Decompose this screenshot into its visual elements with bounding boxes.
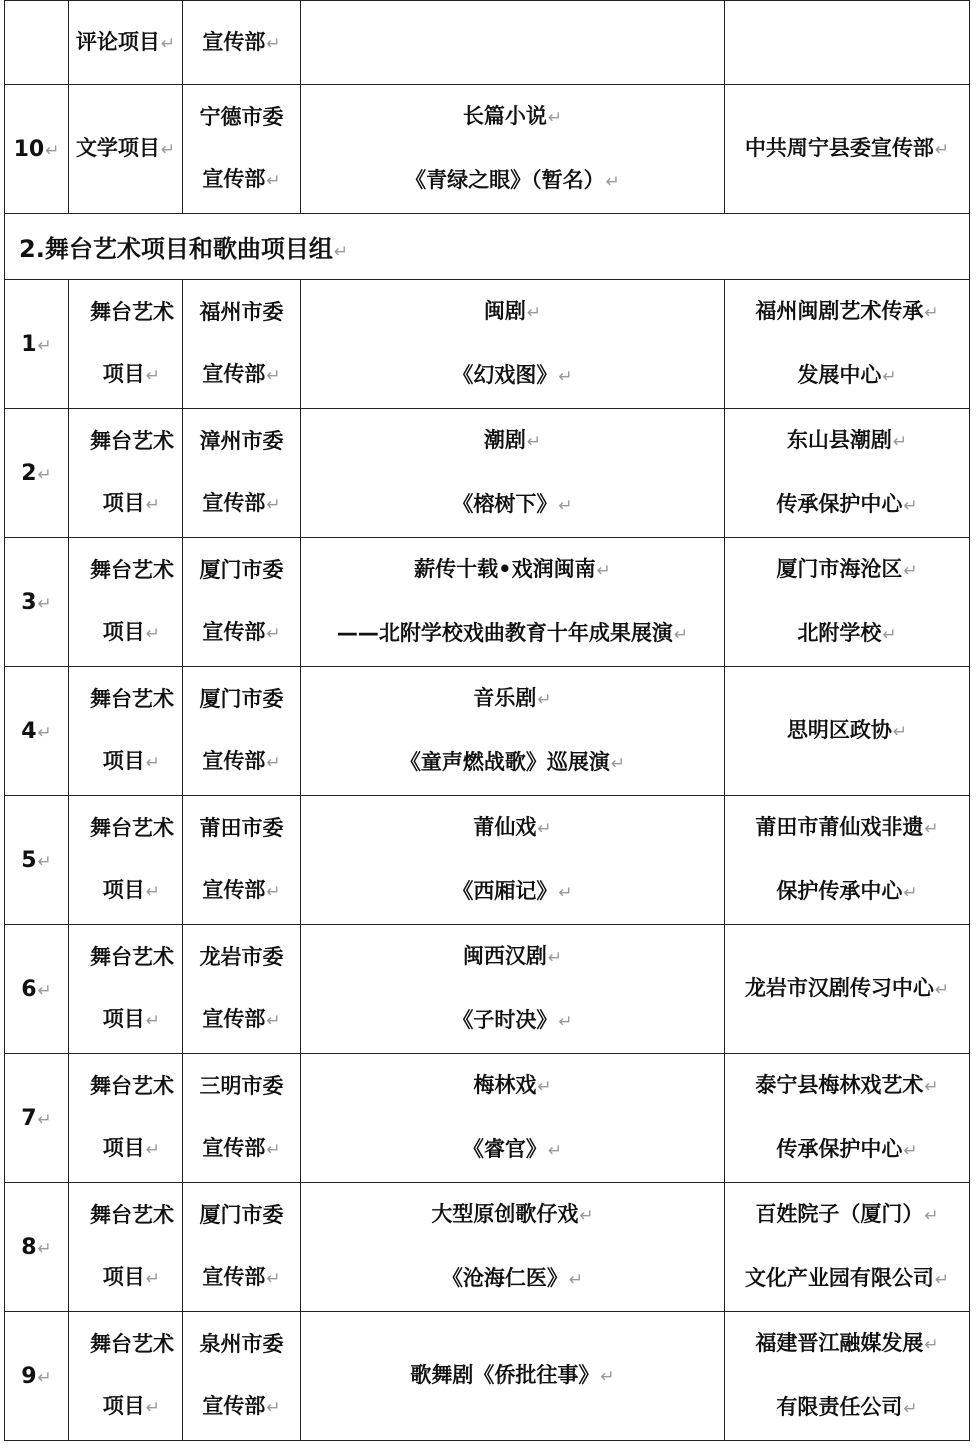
cell-text: 项目 <box>102 491 145 515</box>
cell-line <box>301 602 724 666</box>
cell-line <box>301 925 724 989</box>
paragraph-mark: ↵ <box>547 948 563 968</box>
cell-num <box>5 925 69 1054</box>
cell-text: 思明区政协 <box>786 718 892 742</box>
paragraph-mark: ↵ <box>547 1141 563 1161</box>
cell-org <box>183 1054 301 1183</box>
cell-num <box>5 1312 69 1441</box>
paragraph-mark: ↵ <box>37 1367 52 1388</box>
cell-line <box>301 409 724 473</box>
cell-line <box>183 1117 300 1181</box>
cell-category <box>69 1312 183 1441</box>
cell-line <box>301 538 724 602</box>
cell-text: 厦门市委 <box>199 1203 284 1227</box>
cell-org <box>183 1312 301 1441</box>
cell-text: 歌舞剧《侨批往事》 <box>410 1363 600 1387</box>
cell-line <box>69 281 182 343</box>
cell-text: ——北附学校戏曲教育十年成果展演 <box>336 621 673 645</box>
cell-num <box>5 1183 69 1312</box>
cell-line <box>183 730 300 794</box>
paragraph-mark: ↵ <box>145 1269 160 1289</box>
cell-text: 漳州市委 <box>199 429 284 453</box>
cell-line <box>69 988 182 1052</box>
cell-text: 项目 <box>102 620 145 644</box>
cell-title <box>301 1054 725 1183</box>
cell-category <box>69 667 183 796</box>
cell-unit <box>725 409 970 538</box>
cell-num <box>5 409 69 538</box>
cell-category <box>69 538 183 667</box>
cell-text: 项目 <box>102 1136 145 1160</box>
cell-line <box>69 343 182 407</box>
cell-text: 福建晋江融媒发展 <box>755 1331 924 1355</box>
cell-unit <box>725 280 970 409</box>
row-number: 8 <box>21 1234 37 1260</box>
cell-unit <box>725 1054 970 1183</box>
paragraph-mark: ↵ <box>266 366 281 386</box>
cell-line <box>69 1055 182 1117</box>
cell-line <box>69 1375 182 1439</box>
project-table <box>4 0 970 1441</box>
paragraph-mark: ↵ <box>558 496 573 516</box>
cell-text: 闽西汉剧 <box>462 944 547 968</box>
paragraph-mark: ↵ <box>37 722 52 743</box>
cell-line <box>69 730 182 794</box>
cell-text: 东山县潮剧 <box>786 428 892 452</box>
cell-line <box>183 410 300 472</box>
row-number: 4 <box>21 718 37 744</box>
cell-line <box>301 1183 724 1247</box>
cell-text: 泉州市委 <box>199 1332 284 1356</box>
cell-category <box>69 409 183 538</box>
cell-text: 《童声燃战歌》巡展演 <box>399 750 610 774</box>
paragraph-mark: ↵ <box>537 819 552 839</box>
paragraph-mark: ↵ <box>924 1206 939 1226</box>
cell-num <box>5 796 69 925</box>
cell-line <box>183 601 300 665</box>
paragraph-mark: ↵ <box>37 335 52 356</box>
cell-line <box>725 409 969 473</box>
paragraph-mark: ↵ <box>892 432 908 452</box>
cell-line <box>301 989 724 1053</box>
cell-org <box>183 280 301 409</box>
paragraph-mark: ↵ <box>558 367 573 387</box>
cell-num <box>5 1054 69 1183</box>
cell-category <box>69 925 183 1054</box>
paragraph-mark: ↵ <box>892 722 908 742</box>
cell-line <box>301 1118 724 1182</box>
paragraph-mark: ↵ <box>924 1077 939 1097</box>
cell-text: 潮剧 <box>483 428 526 452</box>
cell-category <box>69 1054 183 1183</box>
cell-title <box>301 280 725 409</box>
paragraph-mark: ↵ <box>610 754 626 774</box>
paragraph-mark: ↵ <box>537 690 552 710</box>
cell-text: 舞台艺术 <box>90 429 174 453</box>
cell-line <box>725 1312 969 1376</box>
cell-line <box>301 1247 724 1311</box>
cell-line <box>301 1344 724 1408</box>
cell-org <box>183 796 301 925</box>
cell-line <box>301 667 724 731</box>
paragraph-mark: ↵ <box>903 561 918 581</box>
paragraph-mark: ↵ <box>537 1077 552 1097</box>
paragraph-mark: ↵ <box>903 883 918 903</box>
paragraph-mark: ↵ <box>145 1140 160 1160</box>
cell-text: 三明市委 <box>199 1074 284 1098</box>
cell-text: 北附学校 <box>797 621 882 645</box>
cell-text: 厦门市海沧区 <box>776 557 903 581</box>
cell-line <box>183 1184 300 1246</box>
cell-line <box>725 1054 969 1118</box>
cell-text: 保护传承中心 <box>776 879 903 903</box>
paragraph-mark: ↵ <box>266 882 281 902</box>
paragraph-mark: ↵ <box>37 851 52 872</box>
cell-title <box>301 1 725 85</box>
cell-text: 舞台艺术 <box>90 1332 174 1356</box>
cell-text: 宣传部 <box>202 749 266 773</box>
cell-line <box>183 1246 300 1310</box>
table-row <box>5 85 970 214</box>
cell-line <box>183 926 300 988</box>
cell-title <box>301 667 725 796</box>
cell-text: 发展中心 <box>797 363 882 387</box>
paragraph-mark: ↵ <box>924 819 939 839</box>
cell-category <box>69 280 183 409</box>
cell-text: 项目 <box>102 1007 145 1031</box>
cell-text: 项目 <box>102 362 145 386</box>
cell-title <box>301 1183 725 1312</box>
paragraph-mark: ↵ <box>596 561 611 581</box>
cell-title <box>301 796 725 925</box>
cell-text: 宣传部 <box>202 1265 266 1289</box>
cell-unit <box>725 538 970 667</box>
cell-text: 宣传部 <box>202 491 266 515</box>
cell-line <box>69 1184 182 1246</box>
paragraph-mark: ↵ <box>37 1109 52 1130</box>
cell-line <box>183 281 300 343</box>
cell-text: 舞台艺术 <box>90 687 174 711</box>
paragraph-mark: ↵ <box>145 753 160 773</box>
cell-text: 厦门市委 <box>199 558 284 582</box>
cell-line <box>69 410 182 472</box>
cell-text: 厦门市委 <box>199 687 284 711</box>
paragraph-mark: ↵ <box>673 625 689 645</box>
cell-line <box>725 602 969 666</box>
cell-text: 福州市委 <box>199 300 284 324</box>
cell-line <box>69 797 182 859</box>
cell-text: 莆田市莆仙戏非遗 <box>755 815 924 839</box>
cell-line <box>183 1055 300 1117</box>
cell-text: 传承保护中心 <box>776 1137 903 1161</box>
paragraph-mark: ↵ <box>145 1398 160 1418</box>
paragraph-mark: ↵ <box>37 1238 52 1259</box>
table-row <box>5 1312 970 1441</box>
cell-num <box>5 667 69 796</box>
cell-text: 龙岩市汉剧传习中心 <box>744 976 934 1000</box>
paragraph-mark: ↵ <box>934 980 950 1000</box>
cell-title <box>301 925 725 1054</box>
paragraph-mark: ↵ <box>266 624 281 644</box>
paragraph-mark: ↵ <box>266 1398 281 1418</box>
cell-text: 项目 <box>102 749 145 773</box>
paragraph-mark: ↵ <box>266 495 281 515</box>
cell-text: 宣传部 <box>202 1394 266 1418</box>
cell-line <box>301 731 724 795</box>
cell-text: 《西厢记》 <box>452 879 558 903</box>
row-number: 3 <box>21 589 37 615</box>
row-number: 7 <box>21 1105 37 1131</box>
cell-text: 传承保护中心 <box>776 492 903 516</box>
cell-line <box>301 796 724 860</box>
paragraph-mark: ↵ <box>266 1269 281 1289</box>
cell-line <box>725 473 969 537</box>
cell-text: 项目 <box>102 878 145 902</box>
cell-text: 舞台艺术 <box>90 1203 174 1227</box>
cell-text: 百姓院子（厦门） <box>755 1202 924 1226</box>
cell-category: 文学项目↵ <box>69 85 183 214</box>
paragraph-mark: ↵ <box>903 496 918 516</box>
paragraph-mark: ↵ <box>600 1367 615 1387</box>
table-row <box>5 538 970 667</box>
cell-text: 《幻戏图》 <box>452 363 558 387</box>
cell-line <box>725 860 969 924</box>
cell-text: 莆仙戏 <box>473 815 537 839</box>
paragraph-mark: ↵ <box>145 366 160 386</box>
cell-line <box>301 1054 724 1118</box>
cell-line <box>69 926 182 988</box>
paragraph-mark: ↵ <box>934 1270 950 1290</box>
cell-text: 舞台艺术 <box>90 300 174 324</box>
row-number: 5 <box>21 847 37 873</box>
cell-unit <box>725 1312 970 1441</box>
cell-line <box>183 343 300 407</box>
cell-text: 薪传十载•戏润闽南 <box>414 557 596 581</box>
cell-title <box>301 538 725 667</box>
cell-line <box>183 988 300 1052</box>
table-row <box>5 1183 970 1312</box>
paragraph-mark: ↵ <box>558 1012 573 1032</box>
paragraph-mark: ↵ <box>579 1206 594 1226</box>
paragraph-mark: ↵ <box>882 625 897 645</box>
cell-num <box>5 280 69 409</box>
cell-line <box>301 344 724 408</box>
cell-text: 宣传部 <box>202 620 266 644</box>
cell-title <box>301 409 725 538</box>
cell-line <box>183 1375 300 1439</box>
paragraph-mark: ↵ <box>266 753 281 773</box>
cell-line <box>69 1313 182 1375</box>
cell-text: 宣传部 <box>202 1136 266 1160</box>
cell-line <box>725 957 969 1021</box>
cell-org <box>183 667 301 796</box>
cell-title <box>301 1312 725 1441</box>
row-number: 6 <box>21 976 37 1002</box>
cell-line <box>725 538 969 602</box>
cell-text: 舞台艺术 <box>90 558 174 582</box>
cell-text: 舞台艺术 <box>90 816 174 840</box>
paragraph-mark: ↵ <box>882 367 897 387</box>
cell-line <box>69 1117 182 1181</box>
paragraph-mark: ↵ <box>924 1335 939 1355</box>
table-row <box>5 796 970 925</box>
table-row <box>5 409 970 538</box>
cell-unit <box>725 1 970 85</box>
cell-text: 福州闽剧艺术传承 <box>755 299 924 323</box>
paragraph-mark: ↵ <box>558 883 573 903</box>
cell-text: 龙岩市委 <box>199 945 284 969</box>
cell-text: 大型原创歌仔戏 <box>431 1202 579 1226</box>
cell-org: 宣传部↵ <box>183 1 301 85</box>
cell-line <box>725 1376 969 1440</box>
cell-line <box>69 539 182 601</box>
document-page <box>4 0 969 1441</box>
cell-unit <box>725 1183 970 1312</box>
cell-unit <box>725 925 970 1054</box>
cell-text: 《沧海仁医》 <box>441 1266 568 1290</box>
table-row <box>5 1 970 85</box>
paragraph-mark: ↵ <box>145 624 160 644</box>
cell-text: 音乐剧 <box>473 686 537 710</box>
cell-line <box>301 473 724 537</box>
cell-text: 《子时决》 <box>452 1008 558 1032</box>
cell-line <box>69 1246 182 1310</box>
cell-category <box>69 1183 183 1312</box>
cell-line <box>725 796 969 860</box>
paragraph-mark: ↵ <box>903 1141 918 1161</box>
table-row <box>5 667 970 796</box>
cell-category: 评论项目↵ <box>69 1 183 85</box>
table-row <box>5 925 970 1054</box>
cell-text: 宣传部 <box>202 1007 266 1031</box>
cell-line <box>183 797 300 859</box>
table-row <box>5 1054 970 1183</box>
cell-org <box>183 1183 301 1312</box>
cell-line <box>725 1247 969 1311</box>
cell-line <box>301 860 724 924</box>
paragraph-mark: ↵ <box>924 303 939 323</box>
row-number: 9 <box>21 1363 37 1389</box>
cell-line <box>183 668 300 730</box>
cell-text: 项目 <box>102 1265 145 1289</box>
paragraph-mark: ↵ <box>37 593 52 614</box>
table-row <box>5 280 970 409</box>
cell-line <box>183 472 300 536</box>
section-title: 2.舞台艺术项目和歌曲项目组↵ <box>5 214 970 280</box>
cell-text: 《榕树下》 <box>452 492 558 516</box>
cell-text: 梅林戏 <box>473 1073 537 1097</box>
cell-text: 项目 <box>102 1394 145 1418</box>
cell-org <box>183 925 301 1054</box>
cell-line <box>69 859 182 923</box>
cell-num <box>5 1 69 85</box>
paragraph-mark: ↵ <box>145 882 160 902</box>
paragraph-mark: ↵ <box>145 1011 160 1031</box>
cell-line <box>183 1313 300 1375</box>
paragraph-mark: ↵ <box>266 1140 281 1160</box>
cell-text: 莆田市委 <box>199 816 284 840</box>
cell-text: 文化产业园有限公司 <box>744 1266 934 1290</box>
section-header-row <box>5 214 970 280</box>
cell-org: 宁德市委 宣传部↵ <box>183 85 301 214</box>
cell-title: 长篇小说↵ 《青绿之眼》（暂名）↵ <box>301 85 725 214</box>
cell-unit <box>725 667 970 796</box>
paragraph-mark: ↵ <box>568 1270 584 1290</box>
paragraph-mark: ↵ <box>37 464 52 485</box>
paragraph-mark: ↵ <box>903 1399 918 1419</box>
cell-category <box>69 796 183 925</box>
row-number: 2 <box>21 460 37 486</box>
cell-text: 宣传部 <box>202 878 266 902</box>
cell-line <box>725 344 969 408</box>
cell-text: 《睿官》 <box>462 1137 547 1161</box>
cell-text: 泰宁县梅林戏艺术 <box>755 1073 924 1097</box>
cell-unit <box>725 796 970 925</box>
cell-text: 闽剧 <box>483 299 526 323</box>
cell-line <box>725 699 969 763</box>
cell-line <box>69 668 182 730</box>
cell-line <box>183 539 300 601</box>
paragraph-mark: ↵ <box>37 980 52 1001</box>
cell-text: 舞台艺术 <box>90 1074 174 1098</box>
cell-unit: 中共周宁县委宣传部↵ <box>725 85 970 214</box>
row-number: 1 <box>21 331 37 357</box>
cell-line <box>69 472 182 536</box>
cell-line <box>301 280 724 344</box>
cell-num: 10↵ <box>5 85 69 214</box>
cell-line <box>69 601 182 665</box>
cell-text: 宣传部 <box>202 362 266 386</box>
paragraph-mark: ↵ <box>266 1011 281 1031</box>
cell-org <box>183 538 301 667</box>
cell-line <box>725 280 969 344</box>
cell-line <box>725 1118 969 1182</box>
paragraph-mark: ↵ <box>526 432 542 452</box>
cell-text: 舞台艺术 <box>90 945 174 969</box>
cell-line <box>183 859 300 923</box>
cell-line <box>725 1183 969 1247</box>
cell-num <box>5 538 69 667</box>
paragraph-mark: ↵ <box>145 495 160 515</box>
cell-text: 有限责任公司 <box>776 1395 903 1419</box>
paragraph-mark: ↵ <box>526 303 542 323</box>
cell-org <box>183 409 301 538</box>
